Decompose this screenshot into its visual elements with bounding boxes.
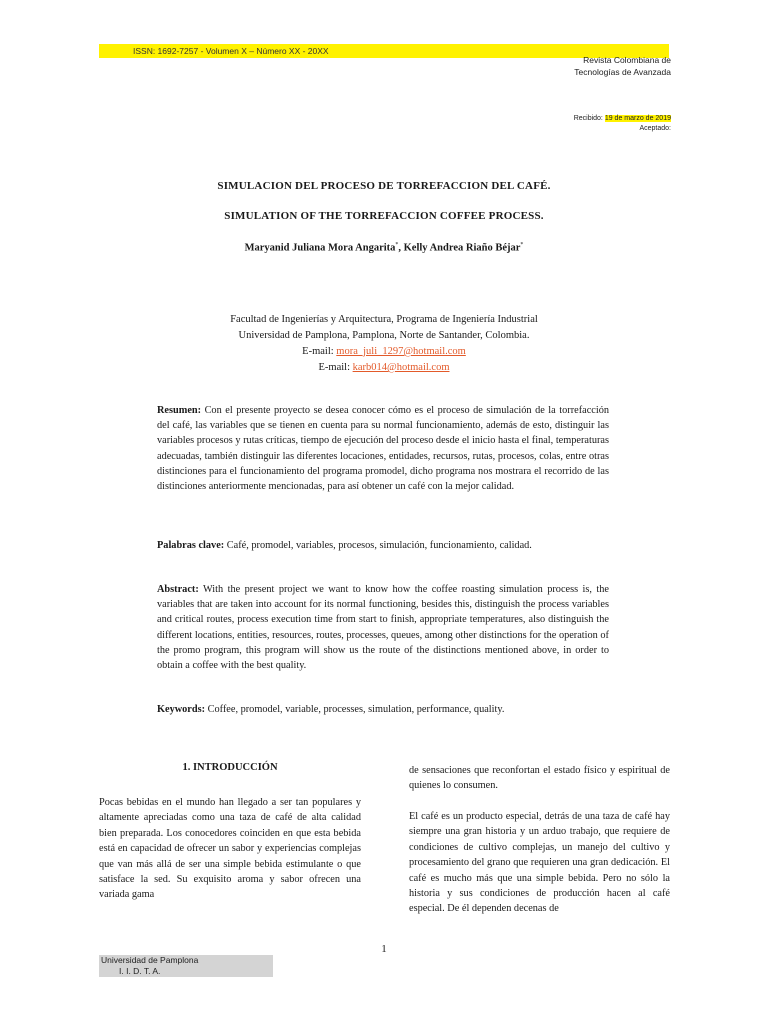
issn-text: ISSN: 1692-7257 - Volumen X – Número XX - 20XX (133, 46, 329, 56)
section-heading-introduccion: 1. INTRODUCCIÓN (182, 762, 278, 773)
resumen-text: Con el presente proyecto se desea conocer cómo es el proceso de simulación de la torrefacción del café, las variables que se tienen en cuenta para su normal funcionamiento, además de esto, distinguir las variables procesos y rutas críticas, tiempo de ejecución del proceso desde el inicio hasta el final, temperaturas adecuadas, también distinguir las diferentes locaciones, entidades, recursos, rutas, procesos, colas, entre otras distinciones para el funcionamiento del programa promodel, dicho programa nos mostrara el recorrido de las distinciones anteriormente mencionadas, para así obtener un café con la mejor calidad. (157, 405, 609, 493)
title-spanish: SIMULACION DEL PROCESO DE TORREFACCION DEL CAFÉ. (217, 180, 551, 192)
keywords-paragraph (157, 702, 609, 717)
email-link-1[interactable]: mora_juli_1297@hotmail.com (336, 346, 466, 357)
author-separator: , (398, 242, 404, 254)
intro-left-paragraph: Pocas bebidas en el mundo han llegado a ser tan populares y altamente apreciadas como una taza de café de alta calidad bien preparada. Los conocedores coinciden en que esta bebida está en capacidad de ofrecer un sabor y experiencias complejas que van más allá de ser una simple bebida estimulante o que satisface la sed. Su exquisito aroma y sabor ofrecen una variada gama (99, 797, 361, 901)
footer-box (99, 955, 273, 977)
abstract-paragraph (157, 582, 609, 673)
email-line-2 (0, 360, 768, 376)
accepted-label: Aceptado: (639, 125, 671, 132)
affiliation-line2: Universidad de Pamplona, Pamplona, Norte de Santander, Colombia. (238, 330, 530, 341)
title-english: SIMULATION OF THE TORREFACCION COFFEE PROCESS. (224, 210, 544, 222)
authors (0, 242, 768, 254)
email-link-2[interactable]: karb014@hotmail.com (352, 362, 450, 373)
resumen-paragraph (157, 403, 609, 494)
footer-university: Universidad de Pamplona (101, 955, 199, 965)
abstract-label: Abstract: (157, 584, 199, 595)
intro-right-paragraph-1: de sensaciones que reconfortan el estado físico y espiritual de quienes lo consumen. (409, 765, 670, 792)
received-accepted (574, 114, 671, 134)
resumen-label: Resumen: (157, 405, 202, 416)
affiliation-line1: Facultad de Ingenierías y Arquitectura, Programa de Ingeniería Industrial (230, 314, 538, 325)
received-date: 19 de marzo de 2019 (604, 115, 671, 122)
received-line (574, 114, 671, 124)
keywords-text: Coffee, promodel, variable, processes, simulation, performance, quality. (205, 704, 505, 715)
journal-line2: Tecnologías de Avanzada (574, 67, 671, 77)
intro-right-paragraph-2: El café es un producto especial, detrás de una taza de café hay siempre una gran historia y un arduo trabajo, que requiere de condiciones de cultivo complejas, un manejo del cultivo y procesamiento del grano que requieren una gran dedicación. El café es mucho más que una simple bebida. Pero no sólo la historia y sus condiciones de producción hacen al café especial. De él dependen decenas de (409, 811, 670, 915)
keywords-label: Keywords: (157, 704, 206, 715)
author-1: Maryanid Juliana Mora Angarita (244, 242, 396, 254)
email-label-1: E-mail: (302, 346, 337, 357)
journal-name (574, 54, 671, 78)
footer-institute: I. I. D. T. A. (119, 966, 161, 976)
author-2: Kelly Andrea Riaño Béjar (403, 242, 521, 254)
palabras-clave-text: Café, promodel, variables, procesos, simulación, funcionamiento, calidad. (224, 540, 532, 551)
palabras-clave-label: Palabras clave: (157, 540, 225, 551)
page-number: 1 (381, 943, 387, 955)
author-1-mark: * (395, 242, 399, 248)
email-label-2: E-mail: (318, 362, 353, 373)
journal-line1: Revista Colombiana de (583, 55, 671, 65)
abstract-text: With the present project we want to know how the coffee roasting simulation process is, the variables that are taken into account for its normal functioning, besides this, distinguish the process variables and critical routes, process execution time from start to finish, appropriate temperatures, also distinguish the different locations, entities, resources, routes, processes, queues, among other distinctions for the operation of the promo program, this program will show us the route of the distinctions mentioned above, in order to obtain a coffee with the best quality. (157, 584, 609, 672)
author-2-mark: * (520, 242, 524, 248)
received-label: Recibido: (573, 115, 605, 122)
email-line-1 (0, 344, 768, 360)
affiliation (0, 312, 768, 376)
palabras-clave-paragraph (157, 538, 609, 553)
